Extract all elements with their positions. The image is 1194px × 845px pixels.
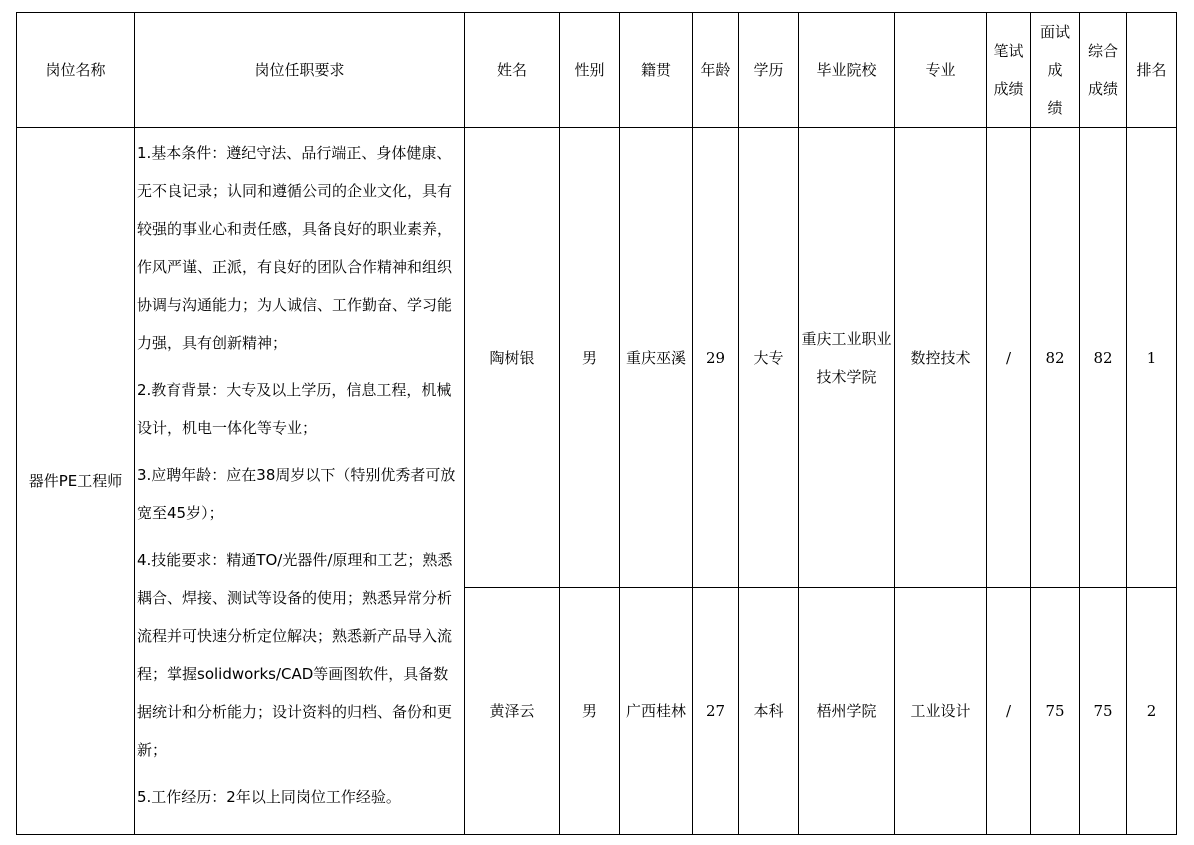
header-name: 姓名 (465, 13, 560, 128)
candidate-written-score: / (987, 128, 1031, 588)
candidate-name: 黄泽云 (465, 588, 560, 835)
header-total-line2: 成绩 (1087, 80, 1118, 98)
candidate-written-score: / (987, 588, 1031, 835)
requirement-item: 2.教育背景：大专及以上学历，信息工程，机械设计，机电一体化等专业； (137, 381, 452, 437)
header-position: 岗位名称 (17, 13, 135, 128)
header-written-line1: 笔试 (993, 42, 1024, 60)
requirement-item: 4.技能要求：精通TO/光器件/原理和工艺；熟悉耦合、焊接、测试等设备的使用；熟悉异常分析流程并可快速分析定位解决；熟悉新产品导入流程；掌握solidworks/CAD等画图软件，具备数据统计和分析能力；设计资料的归档、备份和更新； (137, 551, 453, 759)
header-education: 学历 (739, 13, 799, 128)
table-row (17, 128, 1177, 588)
candidate-education: 大专 (739, 128, 799, 588)
candidate-major: 工业设计 (895, 588, 987, 835)
candidate-gender: 男 (560, 588, 620, 835)
candidate-interview-score: 82 (1031, 128, 1080, 588)
requirement-item: 3.应聘年龄：应在38周岁以下（特别优秀者可放宽至45岁）； (137, 466, 456, 522)
header-age: 年龄 (693, 13, 739, 128)
candidate-results-table (16, 12, 1177, 835)
candidate-hometown: 广西桂林 (620, 588, 693, 835)
candidate-total-score: 75 (1080, 588, 1127, 835)
header-rank: 排名 (1127, 13, 1177, 128)
candidate-hometown: 重庆巫溪 (620, 128, 693, 588)
header-total-line1: 综合 (1087, 42, 1118, 60)
candidate-school: 重庆工业职业技术学院 (799, 128, 895, 588)
header-requirements: 岗位任职要求 (135, 13, 465, 128)
candidate-gender: 男 (560, 128, 620, 588)
candidate-rank: 1 (1127, 128, 1177, 588)
candidate-age: 29 (693, 128, 739, 588)
header-total-score (1080, 13, 1127, 128)
table-header-row (17, 13, 1177, 128)
candidate-major: 数控技术 (895, 128, 987, 588)
header-interview-line1: 面试成 (1039, 23, 1070, 79)
position-name: 器件PE工程师 (17, 128, 135, 835)
requirement-item: 5.工作经历：2年以上同岗位工作经验。 (137, 788, 401, 806)
header-school: 毕业院校 (799, 13, 895, 128)
candidate-rank: 2 (1127, 588, 1177, 835)
header-written-line2: 成绩 (993, 80, 1024, 98)
header-hometown: 籍贯 (620, 13, 693, 128)
candidate-interview-score: 75 (1031, 588, 1080, 835)
header-interview-score (1031, 13, 1080, 128)
requirement-item: 1.基本条件：遵纪守法、品行端正、身体健康、无不良记录；认同和遵循公司的企业文化，具有较强的事业心和责任感，具备良好的职业素养，作风严谨、正派，有良好的团队合作精神和组织协调与沟通能力；为人诚信、工作勤奋、学习能力强，具有创新精神； (137, 144, 453, 352)
candidate-name: 陶树银 (465, 128, 560, 588)
header-interview-line2: 绩 (1047, 99, 1063, 117)
header-gender: 性别 (560, 13, 620, 128)
candidate-school: 梧州学院 (799, 588, 895, 835)
requirements-text (135, 128, 465, 835)
candidate-total-score: 82 (1080, 128, 1127, 588)
header-written-score (987, 13, 1031, 128)
candidate-age: 27 (693, 588, 739, 835)
header-major: 专业 (895, 13, 987, 128)
candidate-education: 本科 (739, 588, 799, 835)
